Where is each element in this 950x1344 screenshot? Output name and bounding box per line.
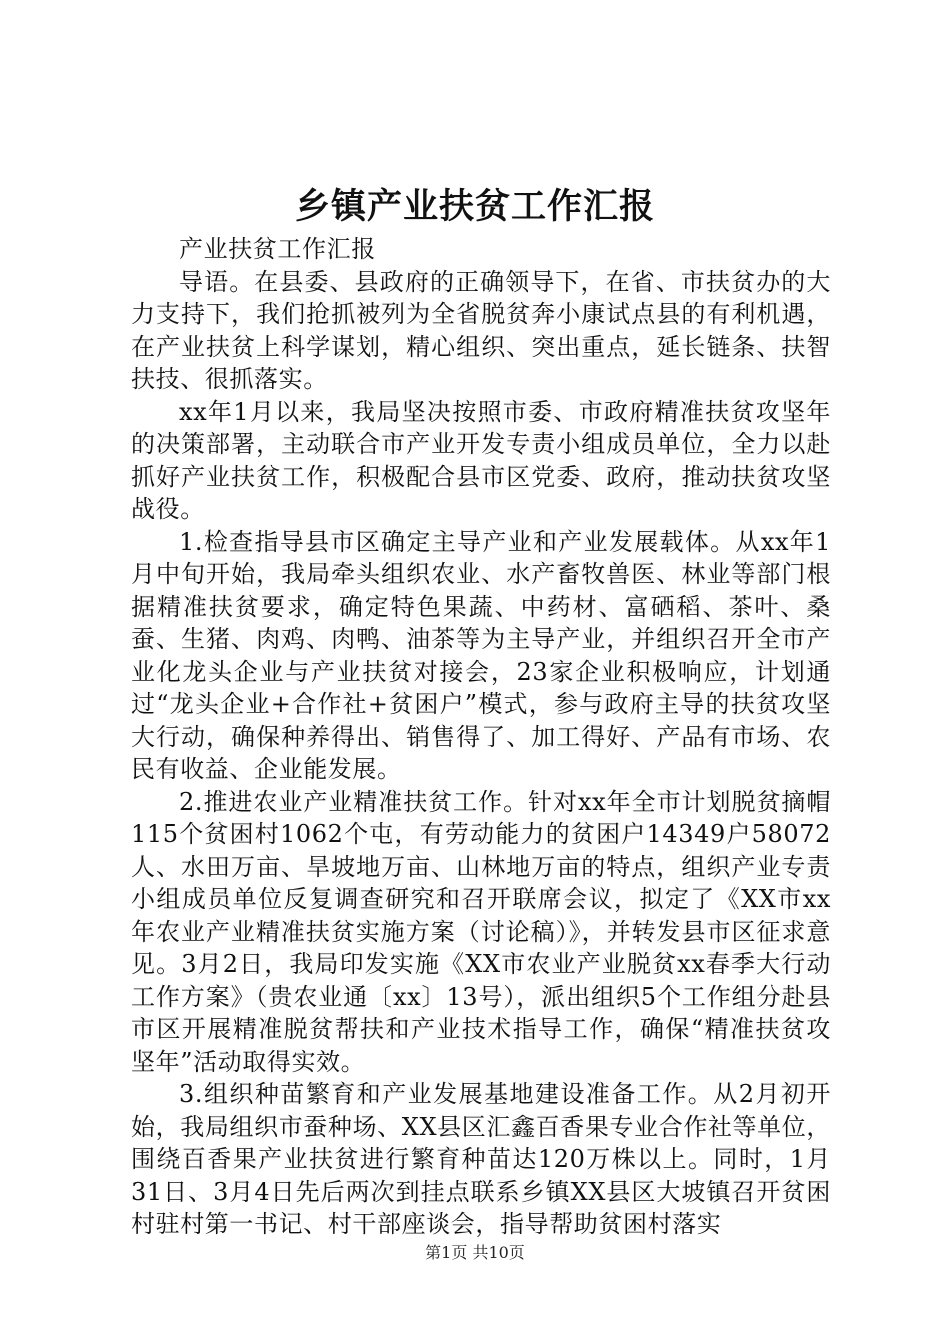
intro-paragraph: 导语。在县委、县政府的正确领导下，在省、市扶贫办的大力支持下，我们抢抓被列为全省脱贫奔小康试点县的有利机遇，在产业扶贫上科学谋划，精心组织、突出重点，延长链条、扶智扶技、很抓落实。 <box>131 267 831 393</box>
item-3-paragraph: 3.组织种苗繁育和产业发展基地建设准备工作。从2月初开始，我局组织市蚕种场、XX县区汇鑫百香果专业合作社等单位，围绕百香果产业扶贫进行繁育种苗达120万株以上。同时，1月31日、3月4日先后两次到挂点联系乡镇XX县区大坡镇召开贫困村驻村第一书记、村干部座谈会，指导帮助贫困村落实 <box>131 1080 831 1238</box>
item-1-paragraph: 1.检查指导县市区确定主导产业和产业发展载体。从xx年1月中旬开始，我局牵头组织农业、水产畜牧兽医、林业等部门根据精准扶贫要求，确定特色果蔬、中药材、富硒稻、茶叶、桑蚕、生猪、肉鸡、肉鸭、油茶等为主导产业，并组织召开全市产业化龙头企业与产业扶贫对接会，23家企业积极响应，计划通过“龙头企业+合作社+贫困户”模式，参与政府主导的扶贫攻坚大行动，确保种养得出、销售得了、加工得好、产品有市场、农民有收益、企业能发展。 <box>131 527 831 783</box>
subtitle-paragraph: 产业扶贫工作汇报 <box>179 235 376 263</box>
page-number-footer: 第1页 共10页 <box>425 1243 525 1262</box>
overview-paragraph: xx年1月以来，我局坚决按照市委、市政府精准扶贫攻坚年的决策部署，主动联合市产业开发专责小组成员单位，全力以赴抓好产业扶贫工作，积极配合县市区党委、政府，推动扶贫攻坚战役。 <box>131 397 831 523</box>
item-2-paragraph: 2.推进农业产业精准扶贫工作。针对xx年全市计划脱贫摘帽115个贫困村1062个屯，有劳动能力的贫困户14349户58072人、水田万亩、旱坡地万亩、山林地万亩的特点，组织产业专责小组成员单位反复调查研究和召开联席会议，拟定了《XX市xx年农业产业精准扶贫实施方案（讨论稿）》，并转发县市区征求意见。3月2日，我局印发实施《XX市农业产业脱贫xx春季大行动工作方案》（贵农业通〔xx〕13号），派出组织5个工作组分赴县市区开展精准脱贫帮扶和产业技术指导工作，确保“精准扶贫攻坚年”活动取得实效。 <box>131 787 831 1076</box>
document-title: 乡镇产业扶贫工作汇报 <box>294 186 655 227</box>
document-body <box>131 233 831 1241</box>
